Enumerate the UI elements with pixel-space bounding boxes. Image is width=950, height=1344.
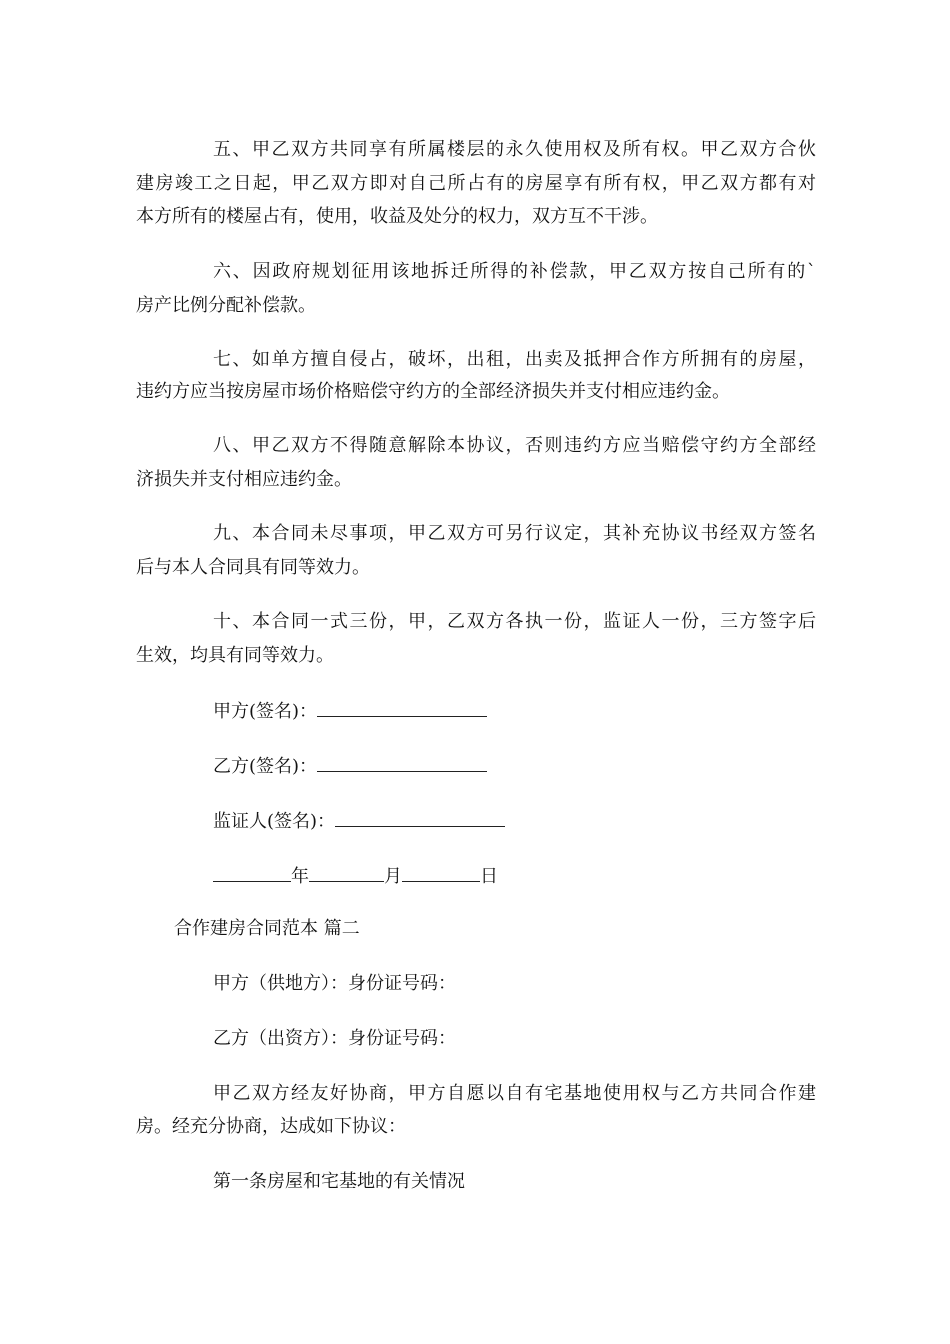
year-label: 年 xyxy=(291,866,309,887)
section-2-party-b: 乙方（出资方）：身份证号码： xyxy=(213,1028,456,1049)
date-line xyxy=(213,863,498,889)
party-b-signature-blank[interactable] xyxy=(317,753,487,772)
party-a-signature-line xyxy=(213,698,487,724)
clause-5-line-3: 本方所有的楼屋占有，使用，收益及处分的权力，双方互不干涉。 xyxy=(136,206,658,227)
clause-5-line-2: 建房竣工之日起，甲乙双方即对自己所占有的房屋享有所有权，甲乙双方都有对 xyxy=(136,173,816,194)
clause-10-line-1: 十、本合同一式三份，甲，乙双方各执一份，监证人一份，三方签字后 xyxy=(213,611,816,632)
witness-signature-label: 监证人(签名)： xyxy=(213,811,336,832)
article-1-heading: 第一条房屋和宅基地的有关情况 xyxy=(213,1171,465,1192)
month-blank[interactable] xyxy=(309,863,384,882)
section-2-intro-line-2: 房。经充分协商，达成如下协议： xyxy=(136,1116,406,1137)
day-blank[interactable] xyxy=(402,863,480,882)
clause-7-line-1: 七、如单方擅自侵占，破坏，出租，出卖及抵押合作方所拥有的房屋， xyxy=(213,349,816,370)
section-2-party-a: 甲方（供地方）：身份证号码： xyxy=(213,973,456,994)
section-2-intro-line-1: 甲乙双方经友好协商，甲方自愿以自有宅基地使用权与乙方共同合作建 xyxy=(213,1083,816,1104)
party-b-signature-line xyxy=(213,753,487,779)
party-a-signature-label: 甲方(签名)： xyxy=(213,701,318,722)
witness-signature-blank[interactable] xyxy=(335,808,505,827)
clause-9-line-2: 后与本人合同具有同等效力。 xyxy=(136,557,370,578)
clause-8-line-2: 济损失并支付相应违约金。 xyxy=(136,469,352,490)
clause-10-line-2: 生效，均具有同等效力。 xyxy=(136,645,334,666)
clause-5-line-1: 五、甲乙双方共同享有所属楼层的永久使用权及所有权。甲乙双方合伙 xyxy=(213,139,816,160)
witness-signature-line xyxy=(213,808,505,834)
clause-6-line-2: 房产比例分配补偿款。 xyxy=(136,295,316,316)
clause-8-line-1: 八、甲乙双方不得随意解除本协议，否则违约方应当赔偿守约方全部经 xyxy=(213,435,816,456)
section-2-heading: 合作建房合同范本 篇二 xyxy=(174,918,360,939)
clause-6-line-1: 六、因政府规划征用该地拆迁所得的补偿款，甲乙双方按自己所有的` xyxy=(213,261,816,282)
party-a-signature-blank[interactable] xyxy=(317,698,487,717)
party-b-signature-label: 乙方(签名)： xyxy=(213,756,318,777)
year-blank[interactable] xyxy=(213,863,291,882)
clause-9-line-1: 九、本合同未尽事项，甲乙双方可另行议定，其补充协议书经双方签名 xyxy=(213,523,816,544)
day-label: 日 xyxy=(480,866,498,887)
month-label: 月 xyxy=(384,866,402,887)
clause-7-line-2: 违约方应当按房屋市场价格赔偿守约方的全部经济损失并支付相应违约金。 xyxy=(136,381,730,402)
